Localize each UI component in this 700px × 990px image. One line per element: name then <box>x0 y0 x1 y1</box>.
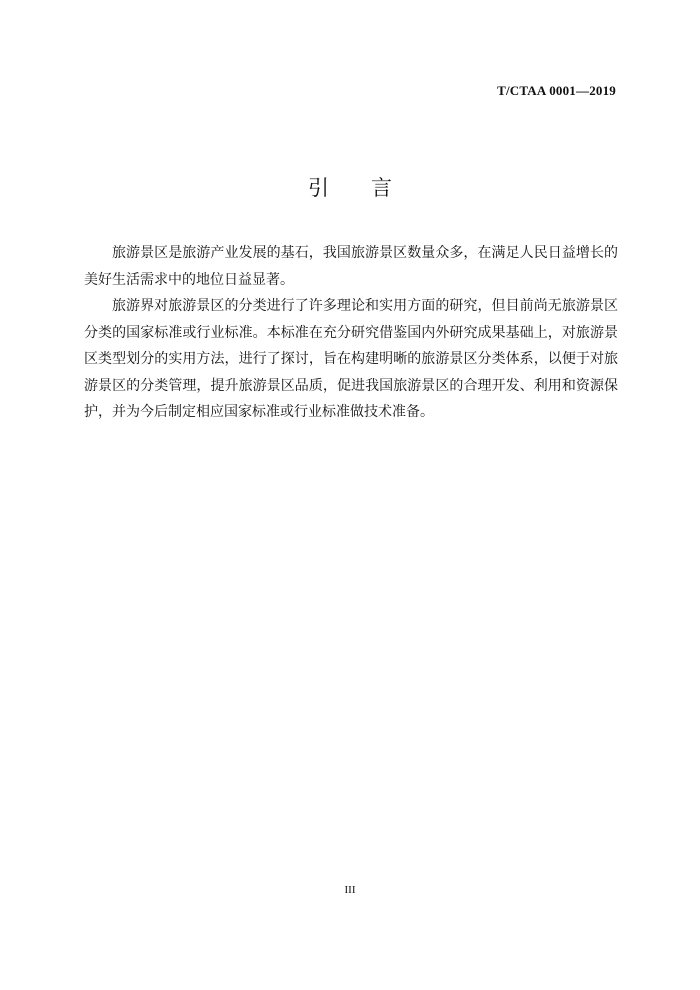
paragraph-1: 旅游景区是旅游产业发展的基石，我国旅游景区数量众多，在满足人民日益增长的美好生活需求中的地位日益显著。 <box>84 245 618 288</box>
paragraph-2: 旅游界对旅游景区的分类进行了许多理论和实用方面的研究，但目前尚无旅游景区分类的国家标准或行业标准。本标准在充分研究借鉴国内外研究成果基础上，对旅游景区类型划分的实用方法，进行了探讨，旨在构建明晰的旅游景区分类体系，以便于对旅游景区的分类管理，提升旅游景区品质，促进我国旅游景区的合理开发、利用和资源保护，并为今后制定相应国家标准或行业标准做技术准备。 <box>84 298 618 420</box>
document-code: T/CTAA 0001—2019 <box>497 83 616 98</box>
title-char-2: 言 <box>371 176 392 200</box>
title-char-1: 引 <box>308 176 329 200</box>
page-number: III <box>344 884 356 896</box>
page-title <box>0 172 700 202</box>
introduction-body <box>84 240 618 426</box>
